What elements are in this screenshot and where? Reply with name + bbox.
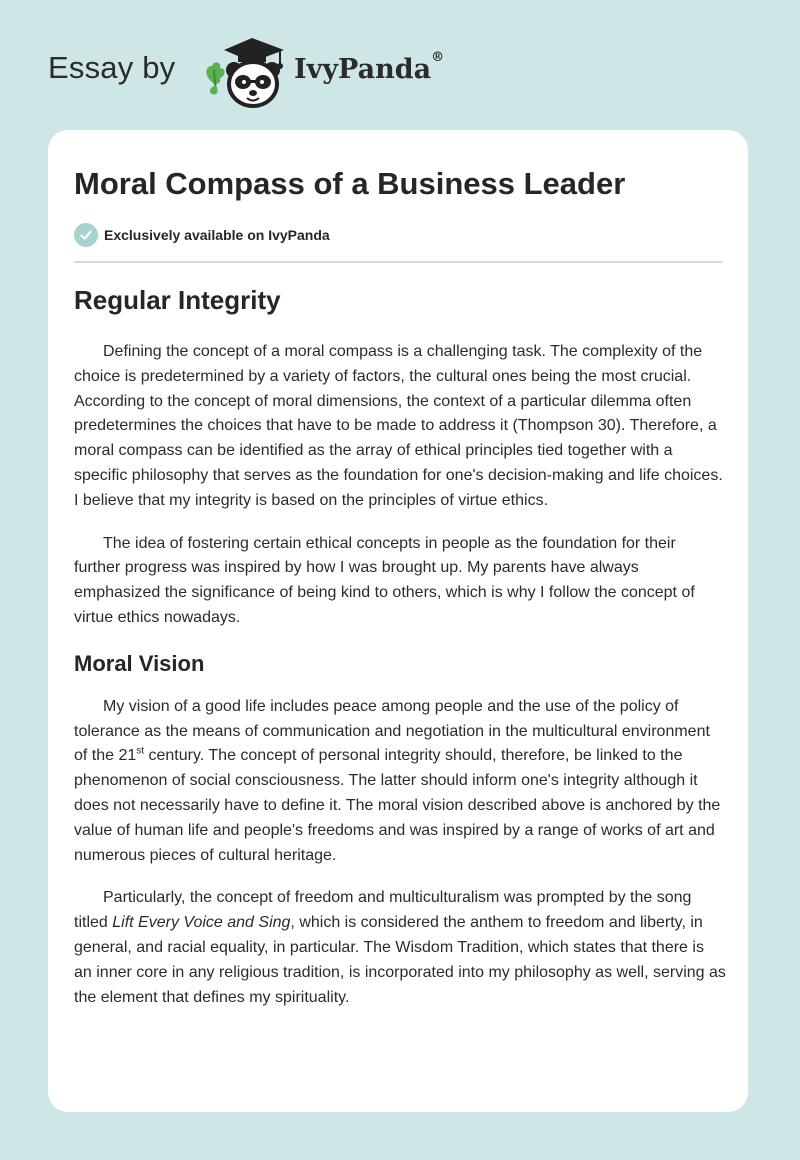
divider — [74, 261, 723, 263]
paragraph-text: , which is considered the anthem to freedom and liberty, in general, and racial equality, in particular. The Wisdom Tradition, which states that there is an inner core in any religious tradition, is incorporated into my philosophy as well, serving as the element that defines my spirituality. — [74, 914, 726, 1006]
brand-prefix: Essay by — [48, 50, 176, 85]
paragraph-text: My vision of a good life includes peace among people and the use of the policy of tolerance as the means of communication and negotiation in the multicultural environment of the 21 — [74, 697, 710, 765]
check-circle-icon — [74, 223, 98, 247]
ordinal-suffix: st — [136, 746, 145, 758]
paragraph-text: century. The concept of personal integrity should, therefore, be linked to the phenomenon of social consciousness. The latter should inform one's integrity although it does not necessarily have to define it. The moral vision described above is anchored by the value of human life and people's freedoms and was inspired by a range of works of art and numerous pieces of cultural heritage. — [74, 747, 721, 864]
exclusive-badge — [74, 222, 330, 248]
paragraph: The idea of fostering certain ethical concepts in people as the foundation for their further progress was inspired by how I was brought up. My parents have always emphasized the significance of being kind to others, which is why I follow the concept of virtue ethics nowadays. — [74, 534, 695, 626]
essay-card — [48, 130, 748, 1112]
essay-body — [74, 282, 726, 1028]
section-heading-regular-integrity: Regular Integrity — [74, 285, 281, 315]
paragraph — [74, 695, 726, 869]
site-header — [0, 0, 800, 120]
paragraph — [74, 886, 726, 1010]
paragraph-text: Particularly, the concept of freedom and multiculturalism was prompted by the song titled — [74, 889, 692, 932]
ivy-leaf-icon — [206, 62, 224, 94]
registered-mark: ® — [431, 50, 445, 65]
paragraph: Defining the concept of a moral compass is a challenging task. The complexity of the choice is predetermined by a variety of factors, the cultural ones being the most crucial. According to the concept of moral dimensions, the context of a particular dilemma often predetermines the choices that have to be made to address it (Thompson 30). Therefore, a moral compass can be identified as the array of ethical principles tied together with a specific philosophy that serves as the foundation for one's decision-making and life choices. I believe that my integrity is based on the principles of virtue ethics. — [74, 343, 723, 509]
section-heading-moral-vision: Moral Vision — [74, 650, 205, 676]
song-title: Lift Every Voice and Sing — [112, 914, 291, 932]
badge-text: Exclusively available on IvyPanda — [104, 227, 330, 243]
essay-title: Moral Compass of a Business Leader — [74, 166, 626, 201]
brand-name-text: IvyPanda — [294, 54, 432, 85]
brand-name[interactable] — [294, 50, 445, 85]
panda-graduate-icon[interactable] — [200, 36, 292, 108]
